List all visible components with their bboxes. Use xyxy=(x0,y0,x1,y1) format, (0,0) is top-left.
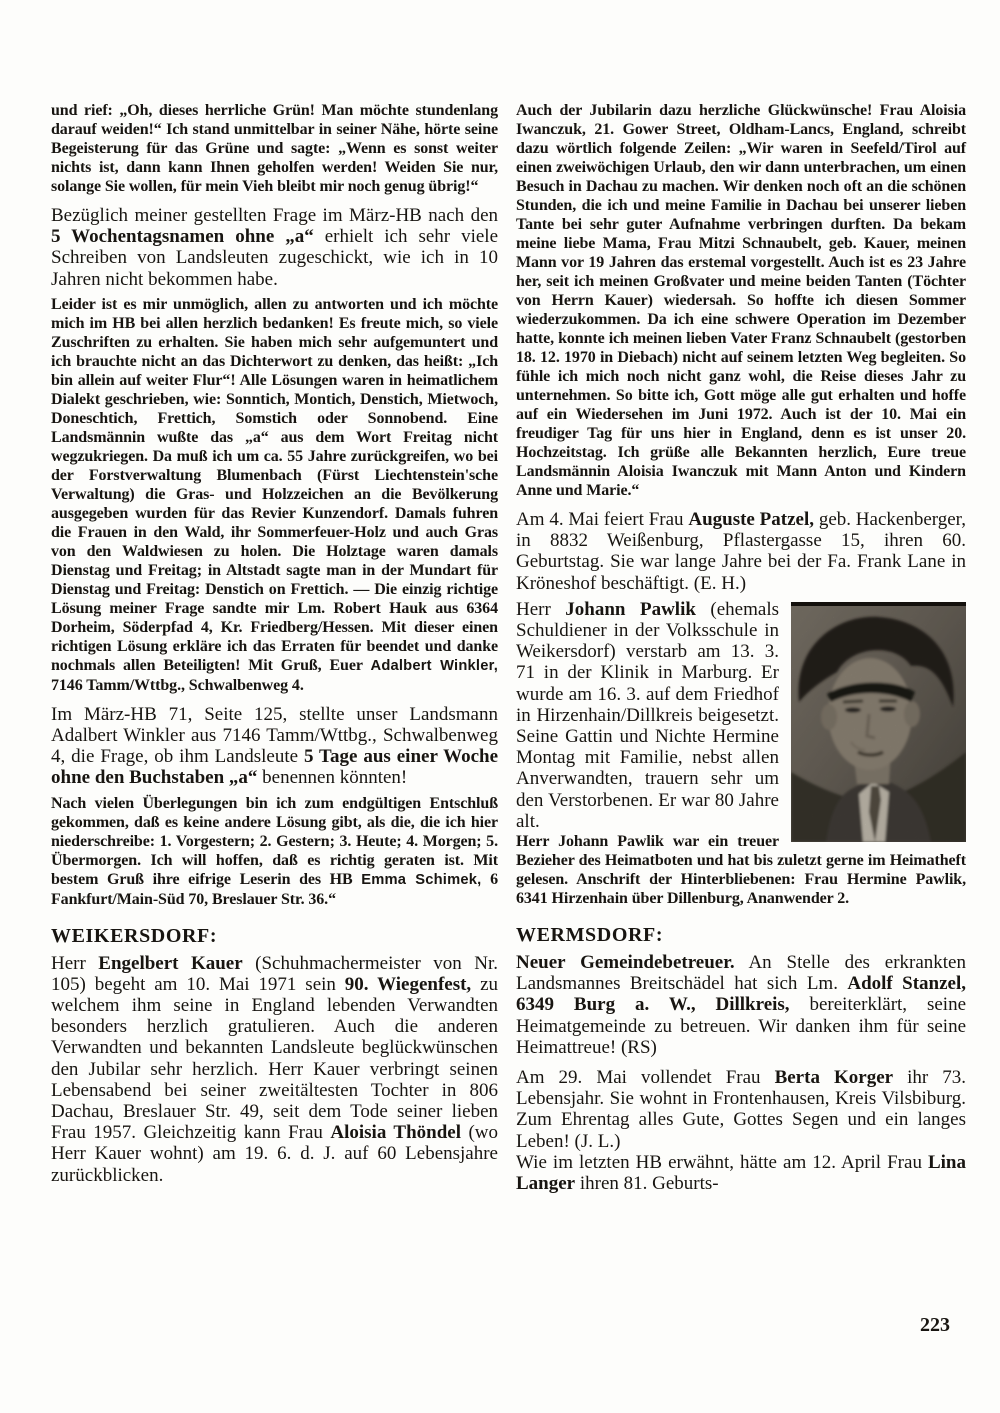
portrait-photo xyxy=(791,602,966,842)
paragraph-engelbert-kauer: Herr Engelbert Kauer (Schuhmachermeister von Nr. 105) begeht am 10. Mai 1971 sein 90. Wiegenfest, zu welchem ihm seine in England lebenden Verwandten besonders herzlich gratulieren. Auch die anderen Verwandten und bekannten Landsleute beglückwünschen den Jubilar sehr herzlich. Herr Kauer verbringt seinen Lebensabend bei seiner zweitältesten Tochter in 806 Dachau, Breslauer Str. 49, seit dem Tode seiner lieben Frau 1957. Gleichzeitig kann Frau Aloisia Thöndel (wo Herr Kauer wohnt) am 19. 6. d. J. auf 60 Lebensjahre zurückblicken. xyxy=(51,952,498,1186)
obituary-johann-pawlik xyxy=(516,599,966,832)
paragraph-maerz-hb-frage: Im März-HB 71, Seite 125, stellte unser Landsmann Adalbert Winkler aus 7146 Tamm/Wttbg., Schwalbenweg 4, die Frage, ob ihm Landsleute 5 Tage aus einer Woche ohne den Buchstaben „a“ benennen könnten! xyxy=(51,703,499,789)
section-heading-wermsdorf: WERMSDORF: xyxy=(516,924,664,947)
paragraph-lina-langer: Wie im letzten HB erwähnt, hätte am 12. April Frau Lina Langer ihren 81. Geburts- xyxy=(516,1151,966,1195)
section-heading-weikersdorf: WEIKERSDORF: xyxy=(51,924,218,947)
letter-paragraph-green: und rief: „Oh, dieses herrliche Grün! Man möchte stundenlang darauf weiden!“ Ich stand unmittelbar in seiner Nähe, hörte seine Begeisterung für das Grüne und sagte: „Wenn es sonst weiter nichts ist, dann kann Ihnen geholfen werden! Weiden Sie nur, solange Sie wollen, für mein Vieh bleibt mir noch genug übrig!“ xyxy=(51,102,498,195)
left-column xyxy=(51,101,498,1186)
paragraph-winkler-antwort: Leider ist es mir unmöglich, allen zu antworten und ich möchte mich im HB bei allen herzlich bedanken! Es freute mich, so viele Zuschriften zu erhalten. Sie haben mich sehr aufgemuntert und ich brauchte nicht an das Dichterwort zu denken, das heißt: „Ich bin allein auf weiter Flur“! Alle Lösungen waren in heimatlichem Dialekt geschrieben, wie: Sonntich, Montich, Denstich, Mietwoch, Doneschtich, Frettich, Somstich oder Sonnobend. Eine Landsmännin wußte das „a“ aus dem Wort Freitag nicht wegzukriegen. Da muß ich um ca. 55 Jahre zurückgreifen, wo bei der Forstverwaltung Blumenbach (Fürst Liechtenstein'sche Verwaltung) die Gras- und Holzzeichen an die Bevölkerung ausgegeben wurden für das Revier Kunzendorf. Damals fuhren die Frauen in den Wald, ihr Sommerfeuer-Holz und auch Gras von den Waldwiesen zu holen. Die Holztage waren damals Dienstag und Freitag; in Altstadt sagte man in der Mundart für Dienstag und Freitag: Denstich on Frettich. — Die einzig richtige Lösung meiner Frage sandte mir Lm. Robert Hauk aus 6364 Dorheim, Söderpfad 4, Kr. Friedberg/Hessen. Mit dieser einen richtigen Lösung erkläre ich das Erraten für beendet und danke nochmals allen Beteiligten! Mit Gruß, Euer Adalbert Winkler, 7146 Tamm/Wttbg., Schwalbenweg 4. xyxy=(51,295,498,694)
page-number: 223 xyxy=(920,1314,950,1336)
paragraph-schimek-loesung: Nach vielen Überlegungen bin ich zum endgültigen Entschluß gekommen, daß es keine andere Lösung gibt, als die, die ich hier niederschreibe: 1. Vorgestern; 2. Gestern; 3. Heute; 4. Morgen; 5. Übermorgen. Ich will hoffen, daß es richtig geraten ist. Mit bestem Gruß ihre eifrige Leserin des HB Emma Schimek, 6 Fankfurt/Main-Süd 70, Breslauer Str. 36.“ xyxy=(51,794,498,908)
right-column xyxy=(516,101,966,1194)
paragraph-berta-korger: Am 29. Mai vollendet Frau Berta Korger ihr 73. Lebensjahr. Sie wohnt in Frontenhausen, Kreis Vilsbiburg. Zum Ehrentag alles Gute, Gottes Segen und ein langes Leben! (J. L.) xyxy=(516,1067,966,1152)
paragraph-frage-wochentagsnamen: Bezüglich meiner gestellten Frage im März-HB nach den 5 Wochentagsnamen ohne „a“ erhielt ich sehr viele Schreiben von Landsleuten zugeschickt, wie ich in 10 Jahren nicht bekommen habe. xyxy=(51,205,498,290)
paragraph-pawlik-nachruf: Herr Johann Pawlik war ein treuer Bezieher des Heimatboten und hat bis zuletzt gerne im Heimatheft gelesen. Anschrift der Hinterbliebenen: Frau Hermine Pawlik, 6341 Hirzenhain über Dillenburg, Ananwender 2. xyxy=(516,833,966,908)
obituary-pawlik-text: Herr Johann Pawlik (ehemals Schuldiener in der Volksschule in Weikersdorf) verstarb am 13. 3. 71 in der Klinik in Marburg. Er wurde am 16. 3. auf dem Friedhof in Hirzenhain/Dillkreis beigesetzt. Seine Gattin und Nichte Hermine Montag mit Familie, nebst allen Anverwandten, trauern sehr um den Verstorbenen. Er war 80 Jahre alt. xyxy=(516,598,779,832)
paragraph-iwanczuk-brief: Auch der Jubilarin dazu herzliche Glückwünsche! Frau Aloisia Iwanczuk, 21. Gower Street, Oldham-Lancs, England, schreibt dazu wörtlich folgende Zeilen: „Wir waren in Seefeld/Tirol auf einen zweiwöchigen Urlaub, den wir dann unterbrachen, um einen Besuch in Dachau zu machen. Wir denken noch oft an die schönen Stunden, die ich und meine Familie in Dachau bei unserer lieben Tante bei sehr guter Aufnahme verbringen durften. Da bekam meine liebe Mama, Frau Mitzi Schnaubelt, geb. Kauer, meinen Mann vor 19 Jahren das erstemal vorgestellt. Auch ist es 23 Jahre her, seit ich meinen Großvater und meine beiden Tanten (Töchter von Herrn Kauer) wiedersah. So hoffte ich diesen Sommer wiederzukommen. Da ich eine schwere Operation im Dezember hatte, konnte ich meinen lieben Vater Franz Schnaubelt (gestorben 18. 12. 1970 in Diebach) nicht auf seinem letzten Weg begleiten. So fühle ich mich noch nicht ganz wohl, die Reise dieses Jahr zu unternehmen. So bitte ich, Gott möge alle gut erhalten und hoffe auf ein Wiedersehen im Juni 1972. Auch ist der 10. Mai ein freudiger Tag für uns hier in England, denn es ist unser 20. Hochzeitstag. Ich grüße alle Bekannten herzlich, Eure treue Landsmännin Aloisia Iwanczuk mit Mann Anton und Kindern Anne und Marie.“ xyxy=(516,102,966,499)
paragraph-adolf-stanzel: Neuer Gemeindebetreuer. An Stelle des erkrankten Landsmannes Breitschädel hat sich Lm. Adolf Stanzel, 6349 Burg a. W., Dillkreis, bereiterklärt, seine Heimatgemeinde zu betreuen. Wir danken ihm für seine Heimattreue! (RS) xyxy=(516,952,967,1058)
paragraph-auguste-patzel: Am 4. Mai feiert Frau Auguste Patzel, geb. Hackenberger, in 8832 Weißenburg, Pflastergasse 15, ihren 60. Geburtstag. Sie war lange Jahre bei der Fa. Frank Lane in Kröneshof beschäftigt. (E. H.) xyxy=(516,509,966,594)
